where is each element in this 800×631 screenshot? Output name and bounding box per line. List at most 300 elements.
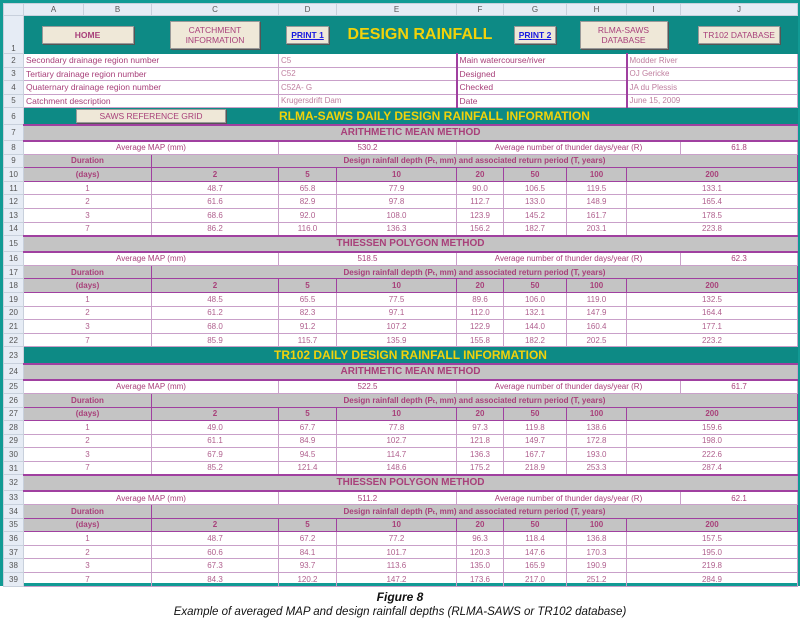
column-header-a[interactable]: A (24, 4, 84, 16)
rainfall-depth-value: 177.1 (627, 320, 798, 334)
rainfall-depth-value: 94.5 (279, 448, 337, 462)
return-period-header: 100 (567, 168, 627, 182)
sheet-row (4, 505, 798, 519)
return-period-header: 10 (337, 279, 457, 293)
rainfall-depth-value: 122.9 (457, 320, 504, 334)
rainfall-depth-value: 136.3 (337, 222, 457, 236)
return-period-header: 2 (152, 407, 279, 421)
info-value: Krugersdrift Dam (279, 94, 457, 108)
rainfall-depth-value: 178.5 (627, 208, 798, 222)
rainfall-depth-value: 123.9 (457, 208, 504, 222)
method-title: ARITHMETIC MEAN METHOD (24, 125, 798, 141)
rainfall-depth-value: 147.9 (567, 306, 627, 320)
rainfall-depth-value: 77.8 (337, 421, 457, 435)
rainfall-depth-value: 202.5 (567, 333, 627, 347)
sheet-row (4, 181, 798, 195)
rainfall-depth-value: 195.0 (627, 545, 798, 559)
rainfall-depth-value: 167.7 (504, 448, 567, 462)
return-period-header: 5 (279, 518, 337, 532)
return-period-header: 100 (567, 279, 627, 293)
row-number[interactable]: 19 (4, 292, 24, 306)
column-header-c[interactable]: C (152, 4, 279, 16)
catchment-information-button[interactable]: CATCHMENT INFORMATION (170, 21, 260, 49)
sheet-row (4, 195, 798, 209)
rainfall-depth-value: 287.4 (627, 461, 798, 475)
rainfall-depth-value: 144.0 (504, 320, 567, 334)
average-map-label: Average MAP (mm) (24, 252, 279, 266)
thunder-days-value: 61.8 (681, 141, 798, 155)
duration-value: 7 (24, 461, 152, 475)
sheet-row (4, 141, 798, 155)
method-title: ARITHMETIC MEAN METHOD (24, 364, 798, 380)
duration-value: 2 (24, 195, 152, 209)
row-number[interactable]: 15 (4, 236, 24, 252)
row-number[interactable]: 26 (4, 393, 24, 407)
rainfall-depth-value: 114.7 (337, 448, 457, 462)
average-map-label: Average MAP (mm) (24, 380, 279, 394)
duration-value: 3 (24, 559, 152, 573)
rainfall-depth-value: 133.1 (627, 181, 798, 195)
info-value: June 15, 2009 (627, 94, 798, 108)
thunder-days-value: 61.7 (681, 380, 798, 394)
sheet-row (4, 491, 798, 505)
tr102-database-button[interactable]: TR102 DATABASE (698, 26, 780, 44)
rainfall-depth-value: 86.2 (152, 222, 279, 236)
sheet-row (4, 518, 798, 532)
return-period-header: 20 (457, 168, 504, 182)
duration-value: 2 (24, 545, 152, 559)
rainfall-depth-value: 217.0 (504, 573, 567, 587)
return-period-header: 10 (337, 518, 457, 532)
days-header: (days) (24, 279, 152, 293)
return-period-header: 20 (457, 518, 504, 532)
return-period-header: 10 (337, 168, 457, 182)
duration-value: 2 (24, 434, 152, 448)
rainfall-depth-value: 67.7 (279, 421, 337, 435)
row-number[interactable]: 38 (4, 559, 24, 573)
info-value: Modder River (627, 54, 798, 68)
rainfall-depth-value: 77.5 (337, 292, 457, 306)
rainfall-depth-value: 48.7 (152, 181, 279, 195)
return-period-header: 50 (504, 518, 567, 532)
row-number[interactable]: 23 (4, 347, 24, 364)
row-number[interactable]: 6 (4, 108, 24, 125)
rainfall-depth-value: 132.1 (504, 306, 567, 320)
sheet-row (4, 333, 798, 347)
rainfall-depth-value: 136.8 (567, 532, 627, 546)
section-title: RLMA-SAWS DAILY DESIGN RAINFALL INFORMATION (279, 108, 798, 125)
row-number[interactable]: 17 (4, 265, 24, 279)
depth-header: Design rainfall depth (Pₜ, mm) and associated return period (T, years) (152, 265, 798, 279)
info-label: Secondary drainage region number (24, 54, 279, 68)
rainfall-depth-value: 198.0 (627, 434, 798, 448)
duration-value: 3 (24, 208, 152, 222)
sheet-row (4, 252, 798, 266)
rainfall-depth-value: 84.3 (152, 573, 279, 587)
sheet-row (4, 265, 798, 279)
method-title: THIESSEN POLYGON METHOD (24, 475, 798, 491)
info-value: C52 (279, 67, 457, 81)
days-header: (days) (24, 168, 152, 182)
thunder-days-label: Average number of thunder days/year (R) (457, 141, 681, 155)
sheet-row (4, 380, 798, 394)
rainfall-depth-value: 106.5 (504, 181, 567, 195)
rainfall-depth-value: 96.3 (457, 532, 504, 546)
rainfall-depth-value: 93.7 (279, 559, 337, 573)
rainfall-depth-value: 120.2 (279, 573, 337, 587)
rainfall-depth-value: 147.2 (337, 573, 457, 587)
duration-value: 1 (24, 181, 152, 195)
sheet-row (4, 279, 798, 293)
info-value: C52A- G (279, 81, 457, 95)
print-1-button[interactable]: PRINT 1 (286, 26, 329, 44)
average-map-value: 522.5 (279, 380, 457, 394)
depth-header: Design rainfall depth (Pₜ, mm) and associated return period (T, years) (152, 154, 798, 168)
info-value: JA du Plessis (627, 81, 798, 95)
row-number[interactable]: 2 (4, 54, 24, 68)
sheet-row (4, 364, 798, 380)
sheet-row (4, 393, 798, 407)
sheet-row (4, 448, 798, 462)
sheet-row (4, 434, 798, 448)
rainfall-depth-value: 251.2 (567, 573, 627, 587)
rainfall-depth-value: 148.6 (337, 461, 457, 475)
section-title: TR102 DAILY DESIGN RAINFALL INFORMATION (24, 347, 798, 364)
rainfall-depth-value: 90.0 (457, 181, 504, 195)
info-label: Catchment description (24, 94, 279, 108)
duration-value: 1 (24, 292, 152, 306)
column-header-j[interactable]: J (681, 4, 798, 16)
rainfall-depth-value: 77.2 (337, 532, 457, 546)
rainfall-depth-value: 67.2 (279, 532, 337, 546)
return-period-header: 200 (627, 279, 798, 293)
info-label: Quaternary drainage region number (24, 81, 279, 95)
rainfall-depth-value: 135.0 (457, 559, 504, 573)
depth-header: Design rainfall depth (Pₜ, mm) and associated return period (T, years) (152, 505, 798, 519)
duration-value: 1 (24, 532, 152, 546)
row-number[interactable]: 16 (4, 252, 24, 266)
print-2-button[interactable]: PRINT 2 (514, 26, 557, 44)
rainfall-depth-value: 165.4 (627, 195, 798, 209)
sheet-row (4, 532, 798, 546)
rainfall-depth-value: 165.9 (504, 559, 567, 573)
rainfall-depth-value: 82.9 (279, 195, 337, 209)
sheet-row (4, 125, 798, 141)
row-number[interactable]: 39 (4, 573, 24, 587)
row-number[interactable]: 29 (4, 434, 24, 448)
rainfall-depth-value: 84.1 (279, 545, 337, 559)
rainfall-depth-value: 82.3 (279, 306, 337, 320)
rainfall-depth-value: 284.9 (627, 573, 798, 587)
row-number[interactable]: 22 (4, 333, 24, 347)
rainfall-depth-value: 67.9 (152, 448, 279, 462)
rainfall-depth-value: 61.1 (152, 434, 279, 448)
return-period-header: 20 (457, 279, 504, 293)
row-number[interactable]: 24 (4, 364, 24, 380)
row-number[interactable]: 35 (4, 518, 24, 532)
sheet-row (4, 545, 798, 559)
rainfall-depth-value: 97.1 (337, 306, 457, 320)
thunder-days-value: 62.1 (681, 491, 798, 505)
row-number[interactable]: 7 (4, 125, 24, 141)
rainfall-depth-value: 148.9 (567, 195, 627, 209)
rainfall-depth-value: 160.4 (567, 320, 627, 334)
info-label: Main watercourse/river (457, 54, 627, 68)
row-number[interactable]: 30 (4, 448, 24, 462)
rainfall-depth-value: 119.0 (567, 292, 627, 306)
rainfall-depth-value: 107.2 (337, 320, 457, 334)
return-period-header: 2 (152, 279, 279, 293)
sheet-row (4, 236, 798, 252)
rainfall-depth-value: 61.6 (152, 195, 279, 209)
rainfall-depth-value: 155.8 (457, 333, 504, 347)
rainfall-depth-value: 48.7 (152, 532, 279, 546)
sheet-row (4, 94, 798, 108)
rainfall-depth-value: 120.3 (457, 545, 504, 559)
rainfall-depth-value: 77.9 (337, 181, 457, 195)
column-header-g[interactable]: G (504, 4, 567, 16)
info-value: C5 (279, 54, 457, 68)
rainfall-depth-value: 97.3 (457, 421, 504, 435)
row-number[interactable]: 36 (4, 532, 24, 546)
row-number[interactable]: 20 (4, 306, 24, 320)
saws-grid-cell (24, 108, 279, 125)
rainfall-depth-value: 190.9 (567, 559, 627, 573)
home-button[interactable]: HOME (42, 26, 134, 44)
rainfall-depth-value: 149.7 (504, 434, 567, 448)
return-period-header: 200 (627, 168, 798, 182)
sheet-row (4, 407, 798, 421)
average-map-value: 518.5 (279, 252, 457, 266)
duration-header: Duration (24, 154, 152, 168)
column-header-d[interactable]: D (279, 4, 337, 16)
row-number[interactable]: 1 (4, 16, 24, 54)
row-number[interactable]: 32 (4, 475, 24, 491)
row-number[interactable]: 13 (4, 208, 24, 222)
info-label: Date (457, 94, 627, 108)
rainfall-depth-value: 108.0 (337, 208, 457, 222)
rainfall-depth-value: 112.7 (457, 195, 504, 209)
rainfall-depth-value: 170.3 (567, 545, 627, 559)
rainfall-depth-value: 61.2 (152, 306, 279, 320)
return-period-header: 5 (279, 279, 337, 293)
row-number[interactable]: 37 (4, 545, 24, 559)
info-value: OJ Gericke (627, 67, 798, 81)
duration-header: Duration (24, 505, 152, 519)
rainfall-depth-value: 115.7 (279, 333, 337, 347)
rainfall-depth-value: 145.2 (504, 208, 567, 222)
rainfall-depth-value: 121.4 (279, 461, 337, 475)
info-label: Checked (457, 81, 627, 95)
figure-label: Figure 8 (376, 590, 424, 604)
thunder-days-value: 62.3 (681, 252, 798, 266)
sheet-row (4, 461, 798, 475)
thunder-days-label: Average number of thunder days/year (R) (457, 252, 681, 266)
rainfall-depth-value: 67.3 (152, 559, 279, 573)
rainfall-depth-value: 157.5 (627, 532, 798, 546)
thunder-days-label: Average number of thunder days/year (R) (457, 380, 681, 394)
rainfall-depth-value: 84.9 (279, 434, 337, 448)
sheet-row (4, 54, 798, 68)
rainfall-depth-value: 223.8 (627, 222, 798, 236)
rainfall-depth-value: 161.7 (567, 208, 627, 222)
page-title: DESIGN RAINFALL (337, 16, 504, 54)
rainfall-depth-value: 101.7 (337, 545, 457, 559)
return-period-header: 2 (152, 168, 279, 182)
duration-value: 1 (24, 421, 152, 435)
rainfall-depth-value: 223.2 (627, 333, 798, 347)
rainfall-depth-value: 135.9 (337, 333, 457, 347)
rainfall-depth-value: 49.0 (152, 421, 279, 435)
rainfall-depth-value: 159.6 (627, 421, 798, 435)
row-number[interactable]: 14 (4, 222, 24, 236)
rainfall-depth-value: 119.8 (504, 421, 567, 435)
column-header-i[interactable]: I (627, 4, 681, 16)
rainfall-depth-value: 172.8 (567, 434, 627, 448)
column-header-b[interactable]: B (84, 4, 152, 16)
row-number[interactable]: 25 (4, 380, 24, 394)
return-period-header: 200 (627, 407, 798, 421)
return-period-header: 200 (627, 518, 798, 532)
rainfall-depth-value: 147.6 (504, 545, 567, 559)
rainfall-depth-value: 106.0 (504, 292, 567, 306)
rainfall-depth-value: 203.1 (567, 222, 627, 236)
figure-caption: Example of averaged MAP and design rainfall depths (RLMA-SAWS or TR102 database) (173, 606, 627, 618)
duration-value: 7 (24, 333, 152, 347)
row-number[interactable]: 31 (4, 461, 24, 475)
rainfall-depth-value: 85.2 (152, 461, 279, 475)
rainfall-depth-value: 253.3 (567, 461, 627, 475)
return-period-header: 10 (337, 407, 457, 421)
rainfall-depth-value: 116.0 (279, 222, 337, 236)
return-period-header: 100 (567, 518, 627, 532)
rainfall-depth-value: 113.6 (337, 559, 457, 573)
column-header-h[interactable]: H (567, 4, 627, 16)
days-header: (days) (24, 518, 152, 532)
rainfall-depth-value: 138.6 (567, 421, 627, 435)
column-header-e[interactable]: E (337, 4, 457, 16)
row-number[interactable]: 18 (4, 279, 24, 293)
method-title: THIESSEN POLYGON METHOD (24, 236, 798, 252)
sheet-row (4, 573, 798, 587)
sheet-row (4, 154, 798, 168)
duration-value: 3 (24, 448, 152, 462)
sheet-row (4, 108, 798, 125)
row-number[interactable]: 34 (4, 505, 24, 519)
rainfall-depth-value: 118.4 (504, 532, 567, 546)
sheet-row (4, 67, 798, 81)
rainfall-depth-value: 89.6 (457, 292, 504, 306)
average-map-label: Average MAP (mm) (24, 141, 279, 155)
sheet-row (4, 475, 798, 491)
rainfall-depth-value: 175.2 (457, 461, 504, 475)
rainfall-depth-value: 92.0 (279, 208, 337, 222)
row-number[interactable]: 3 (4, 67, 24, 81)
return-period-header: 50 (504, 407, 567, 421)
sheet-row (4, 292, 798, 306)
sheet-row (4, 421, 798, 435)
saws-reference-grid-button[interactable]: SAWS REFERENCE GRID (76, 109, 226, 123)
return-period-header: 20 (457, 407, 504, 421)
rainfall-depth-value: 219.8 (627, 559, 798, 573)
sheet-grid (3, 3, 798, 587)
info-label: Designed (457, 67, 627, 81)
row-number[interactable]: 21 (4, 320, 24, 334)
return-period-header: 50 (504, 168, 567, 182)
duration-value: 3 (24, 320, 152, 334)
average-map-label: Average MAP (mm) (24, 491, 279, 505)
sheet-row (4, 81, 798, 95)
rainfall-depth-value: 182.2 (504, 333, 567, 347)
rainfall-depth-value: 222.6 (627, 448, 798, 462)
duration-header: Duration (24, 265, 152, 279)
rainfall-depth-value: 164.4 (627, 306, 798, 320)
rainfall-depth-value: 193.0 (567, 448, 627, 462)
rainfall-depth-value: 65.8 (279, 181, 337, 195)
row-number[interactable]: 12 (4, 195, 24, 209)
rainfall-depth-value: 60.6 (152, 545, 279, 559)
row-number[interactable]: 28 (4, 421, 24, 435)
return-period-header: 2 (152, 518, 279, 532)
rainfall-depth-value: 136.3 (457, 448, 504, 462)
rainfall-depth-value: 102.7 (337, 434, 457, 448)
rainfall-depth-value: 218.9 (504, 461, 567, 475)
rainfall-depth-value: 68.6 (152, 208, 279, 222)
return-period-header: 5 (279, 168, 337, 182)
row-number[interactable]: 10 (4, 168, 24, 182)
sheet-row (4, 222, 798, 236)
return-period-header: 100 (567, 407, 627, 421)
duration-value: 2 (24, 306, 152, 320)
average-map-value: 511.2 (279, 491, 457, 505)
info-label: Tertiary drainage region number (24, 67, 279, 81)
days-header: (days) (24, 407, 152, 421)
row-number[interactable]: 33 (4, 491, 24, 505)
return-period-header: 50 (504, 279, 567, 293)
rlma-saws-database-button[interactable]: RLMA-SAWS DATABASE (580, 21, 668, 49)
sheet-row (4, 208, 798, 222)
sheet-row (4, 347, 798, 364)
select-all[interactable] (4, 4, 24, 16)
return-period-header: 5 (279, 407, 337, 421)
rainfall-depth-value: 97.8 (337, 195, 457, 209)
duration-value: 7 (24, 222, 152, 236)
rainfall-depth-value: 91.2 (279, 320, 337, 334)
rainfall-depth-value: 112.0 (457, 306, 504, 320)
duration-value: 7 (24, 573, 152, 587)
average-map-value: 530.2 (279, 141, 457, 155)
column-header-f[interactable]: F (457, 4, 504, 16)
sheet-row (4, 168, 798, 182)
row-number[interactable]: 4 (4, 81, 24, 95)
row-number[interactable]: 5 (4, 94, 24, 108)
rainfall-depth-value: 68.0 (152, 320, 279, 334)
depth-header: Design rainfall depth (Pₜ, mm) and associated return period (T, years) (152, 393, 798, 407)
row-number[interactable]: 8 (4, 141, 24, 155)
rainfall-depth-value: 173.6 (457, 573, 504, 587)
rainfall-depth-value: 121.8 (457, 434, 504, 448)
rainfall-depth-value: 182.7 (504, 222, 567, 236)
rainfall-depth-value: 65.5 (279, 292, 337, 306)
rainfall-depth-value: 85.9 (152, 333, 279, 347)
row-number[interactable]: 9 (4, 154, 24, 168)
rainfall-depth-value: 156.2 (457, 222, 504, 236)
row-number[interactable]: 11 (4, 181, 24, 195)
duration-header: Duration (24, 393, 152, 407)
row-number[interactable]: 27 (4, 407, 24, 421)
sheet-row (4, 306, 798, 320)
rainfall-depth-value: 119.5 (567, 181, 627, 195)
